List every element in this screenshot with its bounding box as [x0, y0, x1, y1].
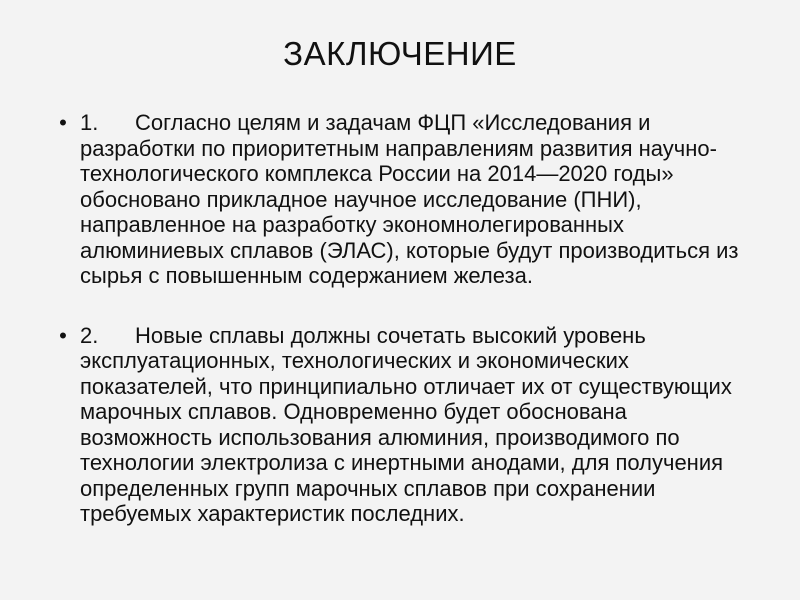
bullet-item-1 — [50, 110, 755, 289]
bullet-text: Согласно целям и задачам ФЦП «Исследования и разработки по приоритетным направлениям развития научно-технологического комплекса России на 2014—2020 годы» обосновано прикладное научное исследование (ПНИ), направленное на разработку экономнолегированных алюминиевых сплавов (ЭЛАС), которые будут производиться из сырья с повышенным содержанием железа. — [80, 110, 739, 288]
bullet-number: 1. — [80, 110, 99, 135]
bullet-dot-icon: • — [59, 322, 67, 348]
bullet-list — [50, 110, 755, 561]
bullet-text: Новые сплавы должны сочетать высокий уровень эксплуатационных, технологических и экономических показателей, что принципиально отличает их от существующих марочных сплавов. Одновременно будет обоснована возможность использования алюминия, производимого по технологии электролиза с инертными анодами, для получения определенных групп марочных сплавов при сохранении требуемых характеристик последних. — [80, 322, 732, 526]
bullet-item-2 — [50, 323, 755, 527]
bullet-dot-icon: • — [59, 110, 67, 135]
bullet-number: 2. — [80, 322, 99, 348]
slide-title: ЗАКЛЮЧЕНИЕ — [283, 35, 517, 72]
